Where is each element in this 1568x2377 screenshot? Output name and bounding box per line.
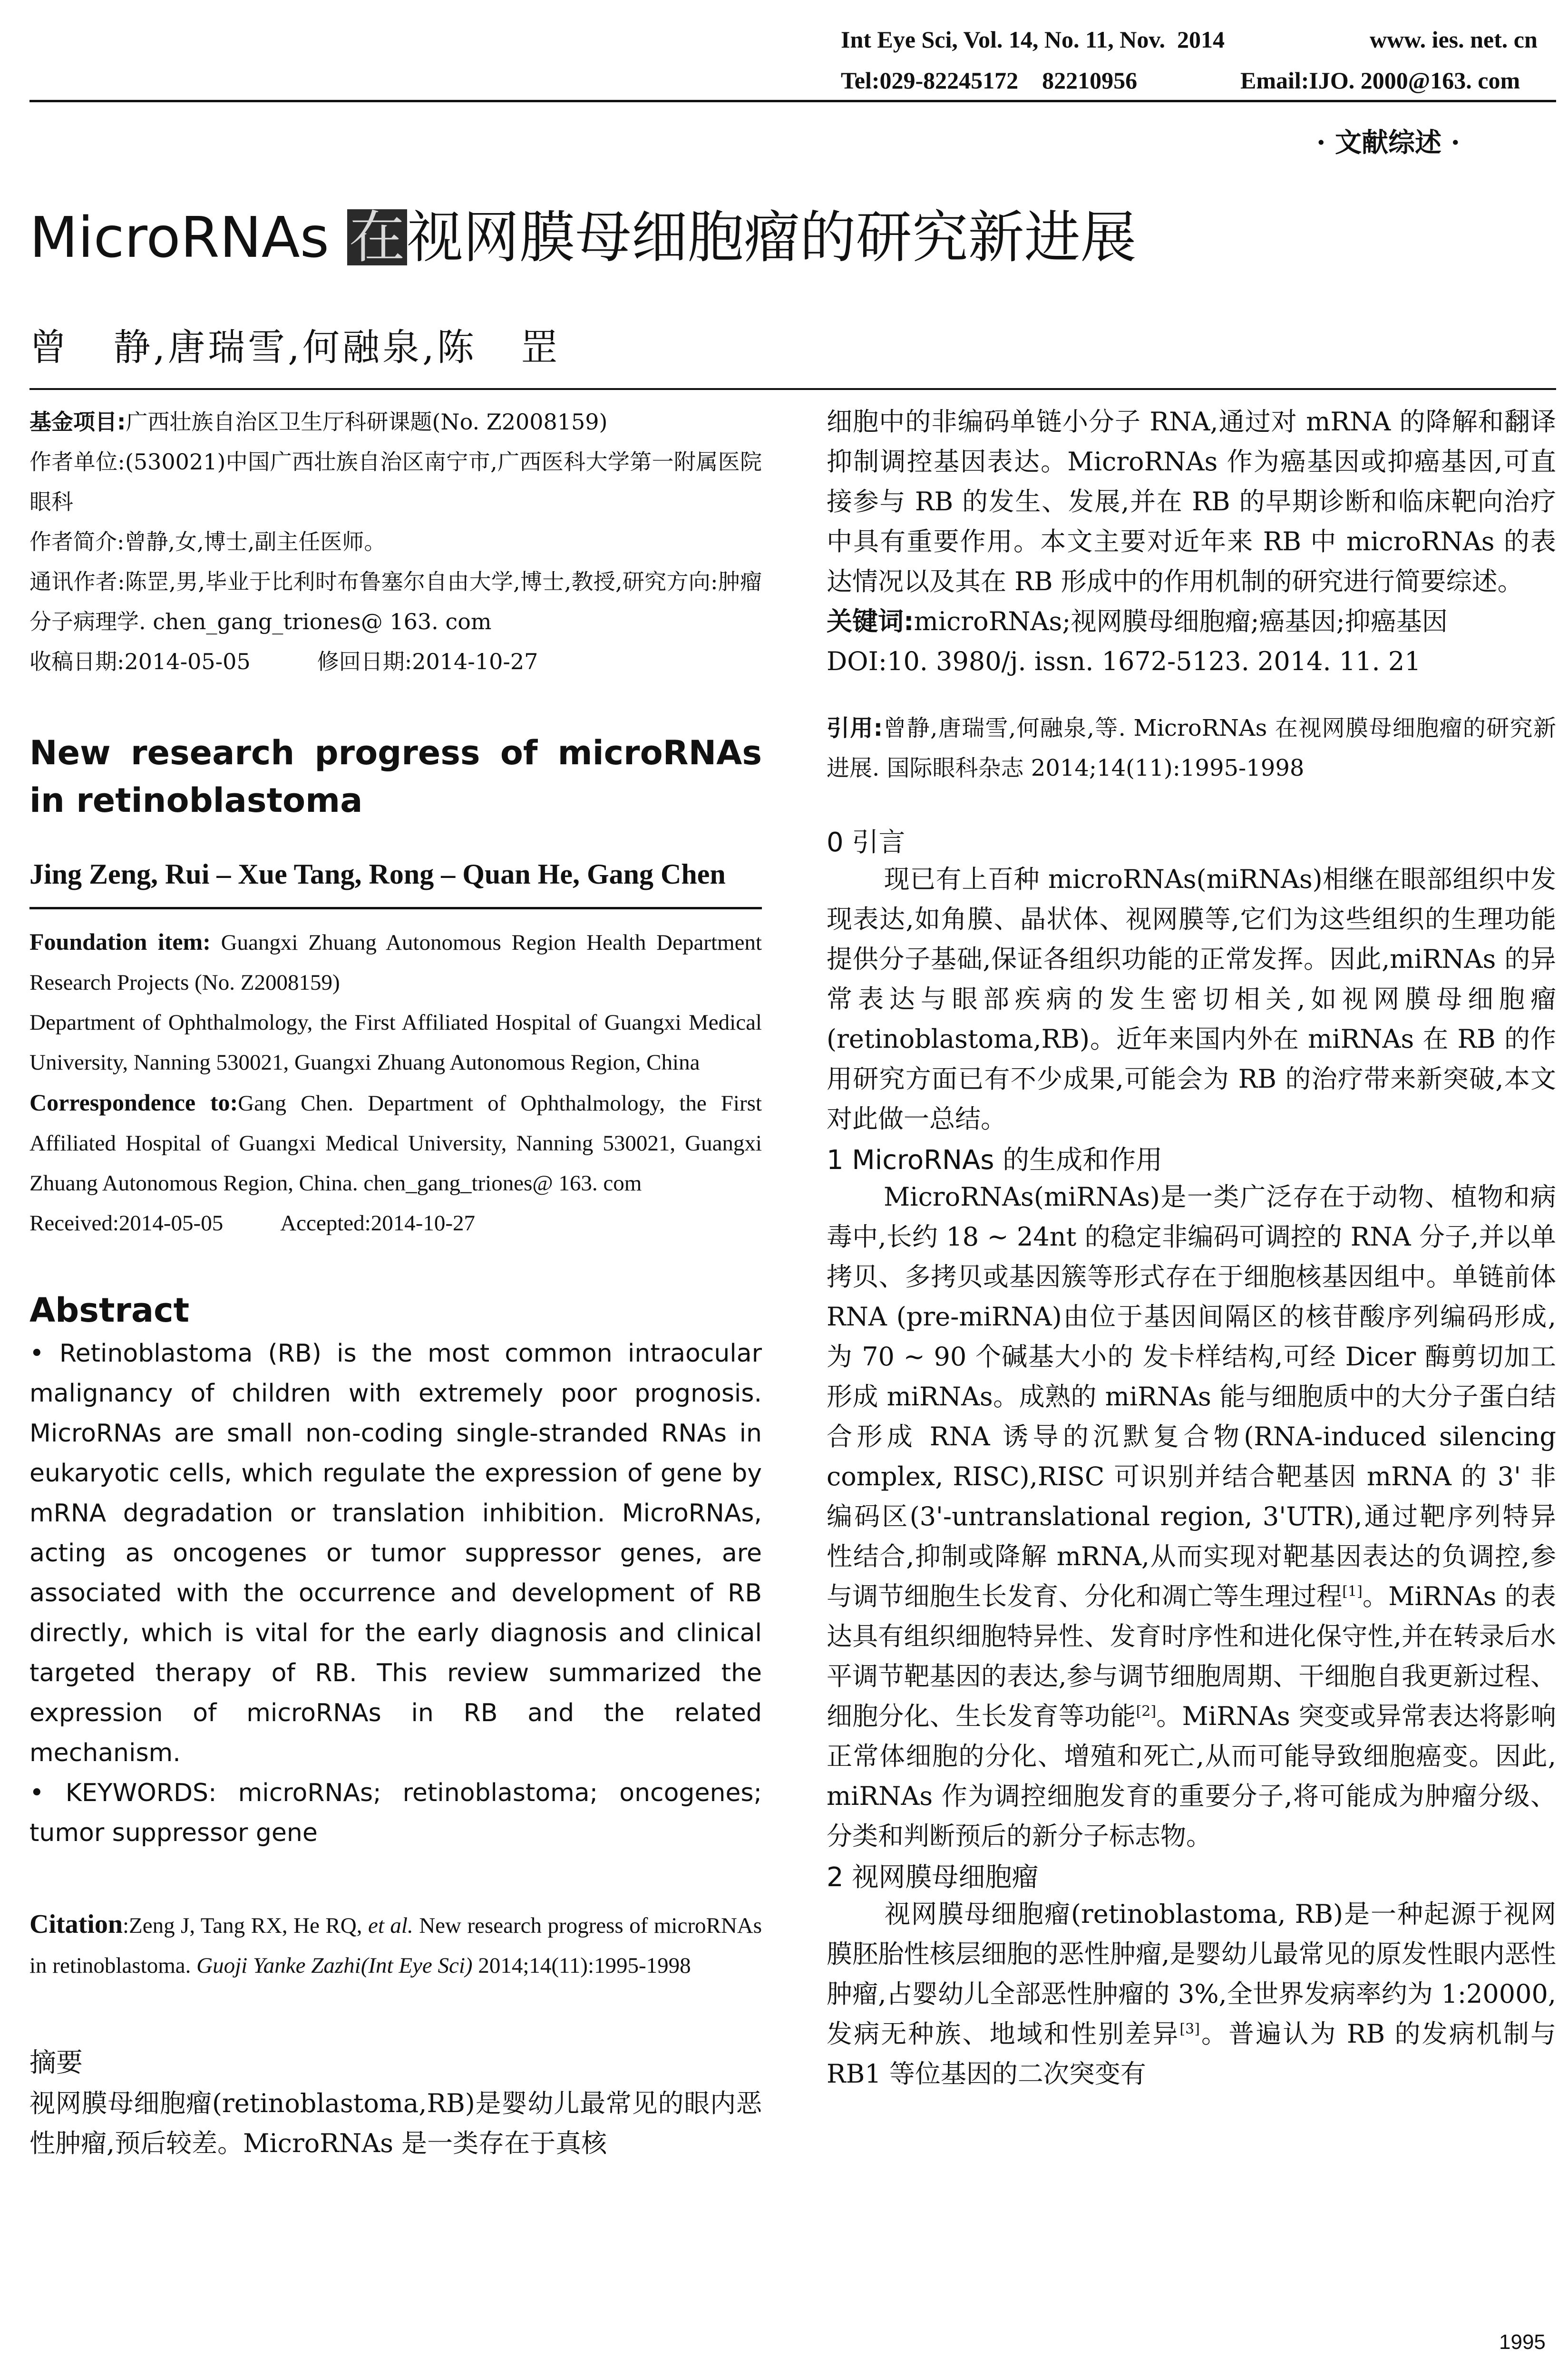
section-2-text-a: 视网膜母细胞瘤(retinoblastoma, RB)是一种起源于视网膜胚胎性核层细胞的恶性肿瘤,是婴幼儿最常见的原发性眼内恶性肿瘤,占婴幼儿全部恶性肿瘤的 3%,全世界发病率约为 1:20000,发病无种族、地域和性别差异 <box>827 1899 1556 2049</box>
section-1-text-c: 。MiRNAs 突变或异常表达将影响正常体细胞的分化、增殖和死亡,从而可能导致细胞癌变。因此, miRNAs 作为调控细胞发育的重要分子,将可能成为肿瘤分级、分类和判断预后的新分子标志物。 <box>827 1701 1556 1851</box>
dates-zh <box>29 642 762 682</box>
section-2-text-b: 。普遍认为 RB 的发病机制与 RB1 等位基因的二次突变有 <box>827 2019 1557 2089</box>
authors-zh: 曾 静,唐瑞雪,何融泉,陈 罡 <box>29 326 561 369</box>
section-1-text-a: MicroRNAs(miRNAs)是一类广泛存在于动物、植物和病毒中,长约 18 ~ 24nt 的稳定非编码可调控的 RNA 分子,并以单拷贝、多拷贝或基因簇等形式存在于细胞核基因组中。单链前体 RNA (pre-miRNA)由位于基因间隔区的核苷酸序列编码形成,为 70 ~ 90 个碱基大小的 发卡样结构,可经 Dicer 酶剪切加工形成 miRNAs。成熟的 miRNAs 能与细胞质中的大分子蛋白结合形成 RNA 诱导的沉默复合物(RNA-induced silencing complex, RISC),RISC 可识别并结合靶基因 mRNA 的 3' 非编码区(3'-untranslational region, 3'UTR),通过靶序列特异性结合,抑制或降解 mRNA,从而实现对靶基因表达的负调控,参与调节细胞生长发育、分化和凋亡等生理过程 <box>827 1182 1556 1611</box>
title-post: 视网膜母细胞瘤的研究新进展 <box>407 205 1137 270</box>
citation-en-label: Citation <box>29 1909 123 1939</box>
header-rule <box>29 100 1556 102</box>
section-1-body <box>827 1177 1556 1856</box>
abstract-body <box>29 1334 762 1853</box>
affiliation-zh <box>29 442 762 522</box>
corr-en-label: Correspondence to: <box>29 1089 238 1116</box>
foundation-en-label: Foundation item: <box>29 928 211 955</box>
foundation-zh <box>29 402 762 442</box>
dates-en <box>29 1203 762 1243</box>
affiliation-zh-label: 作者单位: <box>29 449 125 475</box>
citation-ref-2: [2] <box>1136 1703 1157 1720</box>
abstract-heading: Abstract <box>29 1291 190 1330</box>
title-pre: MicroRNAs <box>29 205 347 270</box>
abstract-keywords: • KEYWORDS: microRNAs; retinoblastoma; oncogenes; tumor suppressor gene <box>29 1779 762 1847</box>
citation-zh <box>827 708 1556 788</box>
section-2-heading: 2 视网膜母细胞瘤 <box>827 1862 1039 1893</box>
department-en: Department of Ophthalmology, the First Affiliated Hospital of Guangxi Medical University, Nanning 530021, Guangxi Zhuang Autonomous Region, China <box>29 1010 762 1075</box>
citation-en <box>29 1904 762 1986</box>
bio-zh-label: 作者简介: <box>29 529 125 555</box>
left-column <box>29 402 762 2163</box>
citation-en-etal: et al. <box>368 1913 413 1938</box>
citation-en-part2: New research progress of microRNAs in retinoblastoma. <box>29 1913 762 1978</box>
bio-zh <box>29 522 762 562</box>
english-meta <box>29 922 762 1243</box>
section-2-body <box>827 1894 1556 2094</box>
corr-zh-label: 通讯作者: <box>29 569 125 594</box>
abstract-text: • Retinoblastoma (RB) is the most common intraocular malignancy of children with extremely poor prognosis. MicroRNAs are small non-coding single-stranded RNAs in eukaryotic cells, which regulate the expression of gene by mRNA degradation or translation inhibition. MicroRNAs, acting as oncogenes or tumor suppressor genes, are associated with the occurrence and development of RB directly, which is vital for the early diagnosis and clinical targeted therapy of RB. This review summarized the expression of microRNAs in RB and the related mechanism. <box>29 1339 762 1767</box>
citation-en-journal: Guoji Yanke Zazhi(Int Eye Sci) <box>196 1953 473 1978</box>
received-zh-label: 收稿日期: <box>29 649 125 674</box>
section-0-heading: 0 引言 <box>827 827 906 858</box>
section-0-text: 现已有上百种 microRNAs(miRNAs)相继在眼部组织中发现表达,如角膜、晶状体、视网膜等,它们为这些组织的生理功能提供分子基础,保证各组织功能的正常发挥。因此,miRNAs 的异常表达与眼部疾病的发生密切相关,如视网膜母细胞瘤(retinoblastoma,RB)。近年来国内外在 miRNAs 在 RB 的作用研究方面已有不少成果,可能会为 RB 的治疗带来新突破,本文对此做一总结。 <box>827 864 1556 1134</box>
citation-zh-label: 引用: <box>827 715 883 741</box>
foundation-en <box>29 922 762 1003</box>
summary-zh-right: 细胞中的非编码单链小分子 RNA,通过对 mRNA 的降解和翻译抑制调控基因表达。MicroRNAs 作为癌基因或抑癌基因,可直接参与 RB 的发生、发展,并在 RB 的早期诊断和临床靶向治疗中具有重要作用。本文主要对近年来 RB 中 microRNAs 的表达情况以及其在 RB 形成中的作用机制的研究进行简要综述。 <box>827 407 1556 596</box>
citation-ref-1: [1] <box>1342 1583 1363 1600</box>
title-highlight: 在 <box>347 209 407 265</box>
citation-en-part1: :Zeng J, Tang RX, He RQ, <box>123 1913 362 1938</box>
corr-en <box>29 1082 762 1203</box>
citation-zh-text: 曾静,唐瑞雪,何融泉,等. MicroRNAs 在视网膜母细胞瘤的研究新进展. 国际眼科杂志 2014;14(11):1995-1998 <box>827 715 1556 781</box>
keywords-zh-label: 关键词: <box>827 606 914 636</box>
journal-email: Email:IJO. 2000@163. com <box>1240 67 1520 94</box>
received-zh: 2014-05-05 <box>124 649 251 674</box>
section-1-heading: 1 MicroRNAs 的生成和作用 <box>827 1145 1163 1176</box>
bio-zh-text: 曾静,女,博士,副主任医师。 <box>124 529 386 555</box>
english-title: New research progress of microRNAs in retinoblastoma <box>29 733 762 820</box>
english-authors: Jing Zeng, Rui – Xue Tang, Rong – Quan He, Gang Chen <box>29 858 726 890</box>
received-en: Received:2014-05-05 <box>29 1211 224 1236</box>
accepted-en: Accepted:2014-10-27 <box>280 1211 476 1236</box>
summary-zh-left: 视网膜母细胞瘤(retinoblastoma,RB)是婴幼儿最常见的眼内恶性肿瘤,预后较差。MicroRNAs 是一类存在于真核 <box>29 2088 762 2158</box>
affiliation-zh-text: (530021)中国广西壮族自治区南宁市,广西医科大学第一附属医院眼科 <box>29 449 762 515</box>
corr-zh-text: 陈罡,男,毕业于比利时布鲁塞尔自由大学,博士,教授,研究方向:肿瘤分子病理学. chen_gang_triones@ 163. com <box>29 569 762 634</box>
citation-ref-3: [3] <box>1179 2021 1200 2037</box>
foundation-en-text: Guangxi Zhuang Autonomous Region Health Department Research Projects (No. Z2008159) <box>29 930 762 995</box>
revised-zh-label: 修回日期: <box>317 649 412 674</box>
keywords-zh-text: microRNAs;视网膜母细胞瘤;癌基因;抑癌基因 <box>914 606 1448 636</box>
corr-en-text: Gang Chen. Department of Ophthalmology, the First Affiliated Hospital of Guangxi Medical University, Nanning 530021, Guangxi Zhuang Autonomous Region, China. chen_gang_triones@ 163. com <box>29 1091 762 1196</box>
paper-title <box>29 205 1137 270</box>
foundation-zh-text: 广西壮族自治区卫生厅科研课题(No. Z2008159) <box>126 409 608 435</box>
revised-zh: 2014-10-27 <box>412 649 538 674</box>
page-number: 1995 <box>1499 2330 1546 2354</box>
citation-en-part3: 2014;14(11):1995-1998 <box>478 1953 691 1978</box>
title-rule <box>29 388 1556 390</box>
corr-zh <box>29 562 762 642</box>
right-column <box>827 402 1556 2094</box>
keywords-zh <box>827 602 1556 642</box>
meta-zh <box>29 402 762 682</box>
journal-website: www. ies. net. cn <box>1370 26 1538 53</box>
journal-tel: Tel:029-82245172 82210956 <box>841 67 1138 94</box>
section-1-text-b: 。MiRNAs 的表达具有组织细胞特异性、发育时序性和进化保守性,并在转录后水平调节靶基因的表达,参与调节细胞周期、干细胞自我更新过程、细胞分化、生长发育等功能 <box>827 1581 1556 1731</box>
english-author-rule <box>29 907 762 909</box>
foundation-zh-label: 基金项目: <box>29 409 126 435</box>
section-0-body <box>827 859 1556 1139</box>
doi: DOI:10. 3980/j. issn. 1672-5123. 2014. 11. 21 <box>827 646 1421 676</box>
section-tag: · 文献综述 · <box>1316 127 1460 158</box>
journal-line: Int Eye Sci, Vol. 14, No. 11, Nov. 2014 <box>841 26 1225 53</box>
summary-zh-heading: 摘要 <box>29 2047 83 2078</box>
